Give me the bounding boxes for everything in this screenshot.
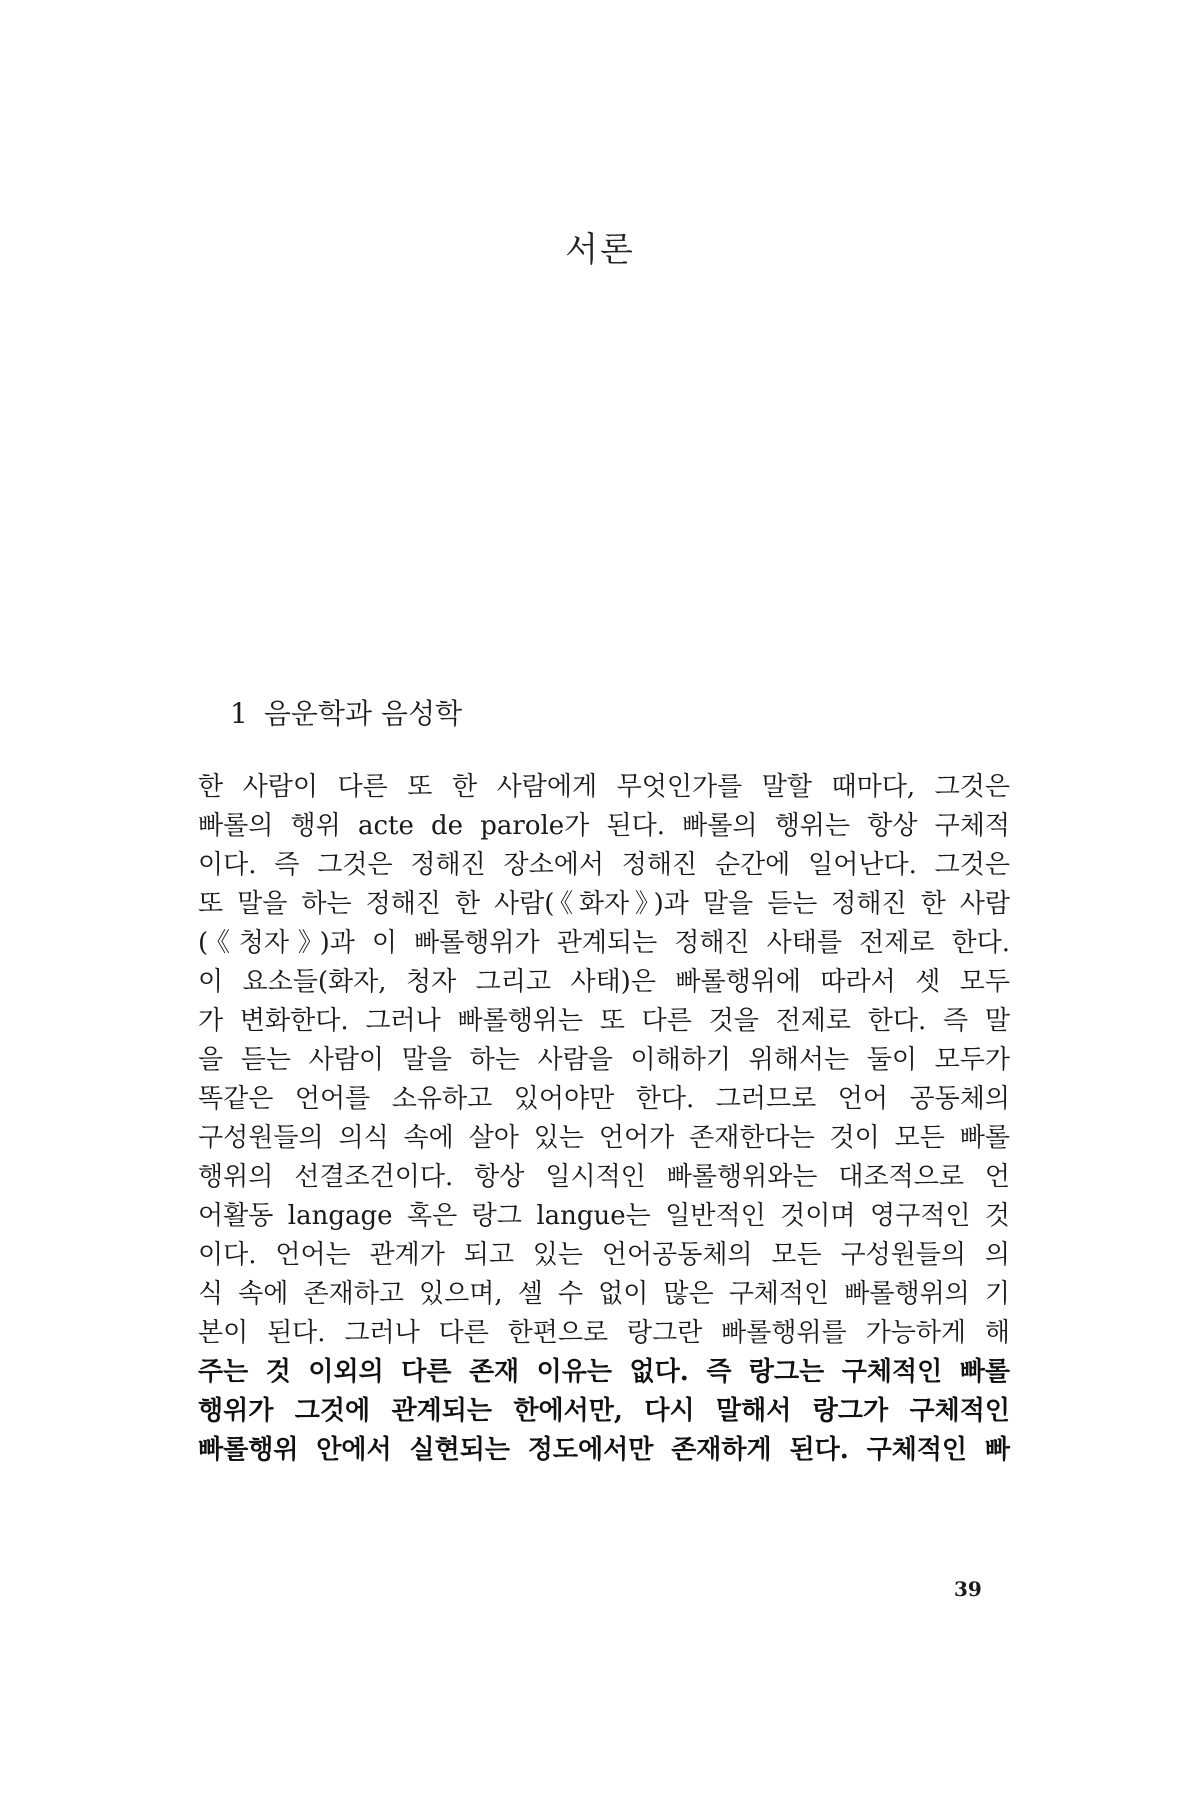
- body-paragraph: [198, 768, 1010, 1470]
- text-line: 주는 것 이외의 다른 존재 이유는 없다. 즉 랑그는 구체적인 빠롤: [198, 1357, 1010, 1387]
- text-line: 어활동 langage 혹은 랑그 langue는 일반적인 것이며 영구적인 것: [198, 1201, 1010, 1231]
- text-line: 을 듣는 사람이 말을 하는 사람을 이해하기 위해서는 둘이 모두가: [198, 1045, 1010, 1075]
- text-line: 빠롤행위 안에서 실현되는 정도에서만 존재하게 된다. 구체적인 빠: [198, 1435, 1010, 1465]
- text-line: 한 사람이 다른 또 한 사람에게 무엇인가를 말할 때마다, 그것은: [198, 772, 1010, 802]
- chapter-title: 서론: [565, 230, 635, 270]
- text-line: 똑같은 언어를 소유하고 있어야만 한다. 그러므로 언어 공동체의: [198, 1084, 1010, 1114]
- text-line: 이다. 언어는 관계가 되고 있는 언어공동체의 모든 구성원들의 의: [198, 1240, 1010, 1270]
- page-number: 39: [954, 1577, 982, 1601]
- text-line: 또 말을 하는 정해진 한 사람(《화자》)과 말을 듣는 정해진 한 사람: [198, 889, 1010, 919]
- text-line: 식 속에 존재하고 있으며, 셀 수 없이 많은 구체적인 빠롤행위의 기: [198, 1279, 1010, 1309]
- text-line: 빠롤의 행위 acte de parole가 된다. 빠롤의 행위는 항상 구체적: [198, 811, 1010, 841]
- text-line: (《청자》)과 이 빠롤행위가 관계되는 정해진 사태를 전제로 한다.: [198, 928, 1010, 958]
- text-line: 행위의 선결조건이다. 항상 일시적인 빠롤행위와는 대조적으로 언: [198, 1162, 1010, 1192]
- text-line: 이다. 즉 그것은 정해진 장소에서 정해진 순간에 일어난다. 그것은: [198, 850, 1010, 880]
- section-title: 음운학과 음성학: [263, 697, 463, 730]
- section-number: 1: [230, 697, 248, 730]
- text-line: 본이 된다. 그러나 다른 한편으로 랑그란 빠롤행위를 가능하게 해: [198, 1318, 1010, 1348]
- text-line: 이 요소들(화자, 청자 그리고 사태)은 빠롤행위에 따라서 셋 모두: [198, 967, 1010, 997]
- text-line: 구성원들의 의식 속에 살아 있는 언어가 존재한다는 것이 모든 빠롤: [198, 1123, 1010, 1153]
- text-line: 행위가 그것에 관계되는 한에서만, 다시 말해서 랑그가 구체적인: [198, 1396, 1010, 1426]
- section-heading: [230, 692, 462, 732]
- text-line: 가 변화한다. 그러나 빠롤행위는 또 다른 것을 전제로 한다. 즉 말: [198, 1006, 1010, 1036]
